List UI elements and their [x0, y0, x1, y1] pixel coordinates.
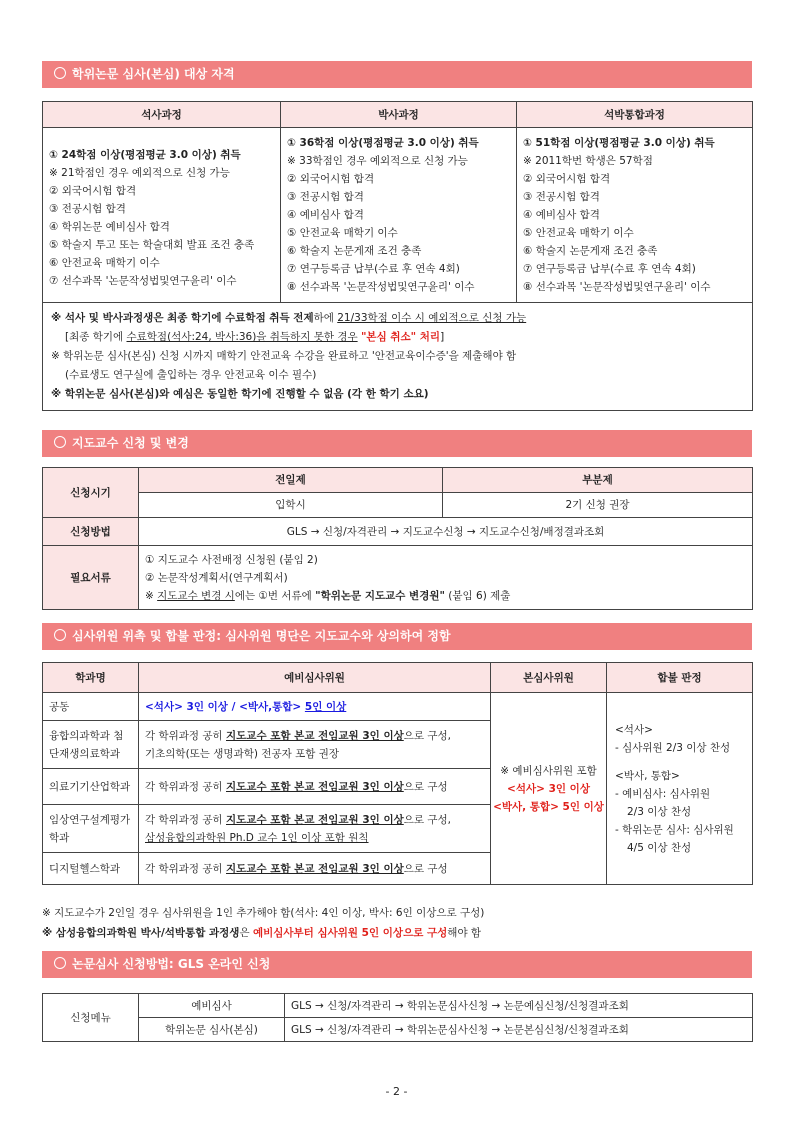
header-doctor: 박사과정 [281, 102, 517, 128]
note-1: ※ 석사 및 박사과정생은 최종 학기에 수료학점 취득 전제하에 21/33학점 이수 시 예외적으로 신청 가능 [51, 312, 527, 324]
header-judge: 합불 판정 [607, 663, 753, 693]
doctor-requirements [281, 128, 517, 303]
committee-table [42, 662, 753, 885]
header-integrated: 석박통합과정 [517, 102, 753, 128]
main-committee: ※ 예비심사위원 포함 <석사> 3인 이상 <박사, 통합> 5인 이상 [491, 693, 607, 885]
header-prelim: 예비심사위원 [139, 663, 491, 693]
footnote-1: ※ 지도교수가 2인일 경우 심사위원을 1인 추가해야 함(석사: 4인 이상, 박사: 6인 이상으로 구성) [42, 907, 485, 919]
apply-main-name: 학위논문 심사(본심) [139, 1018, 285, 1042]
prelim-common: <석사> 3인 이상 / <박사,통합> 5인 이상 [139, 693, 491, 721]
doctor-req-note: ※ 33학점인 경우 예외적으로 신청 가능 [287, 155, 468, 167]
master-req-3: ③ 전공시험 합격 [49, 203, 126, 215]
period-label: 신청시기 [43, 468, 139, 518]
prelim-clinical: 각 학위과정 공히 지도교수 포함 본교 전임교원 3인 이상으로 구성, 삼성융합의과학원 Ph.D 교수 1인 이상 포함 원칙 [139, 805, 491, 853]
committee-footnotes [42, 903, 762, 943]
integrated-req-3: ③ 전공시험 합격 [523, 191, 600, 203]
integrated-req-5: ⑤ 안전교육 매학기 이수 [523, 227, 634, 239]
doctor-req-8: ⑧ 선수과목 '논문작성법및연구윤리' 이수 [287, 281, 475, 293]
header-main: 본심사위원 [491, 663, 607, 693]
master-req-1: ① 24학점 이상(평점평균 3.0 이상) 취득 [49, 149, 241, 161]
section-header-apply [42, 951, 752, 978]
master-req-5: ⑤ 학술지 투고 또는 학술대회 발표 조건 충족 [49, 239, 255, 251]
master-req-6: ⑥ 안전교육 매학기 이수 [49, 257, 160, 269]
method-label: 신청방법 [43, 518, 139, 546]
docs-list [139, 546, 753, 610]
note-5: ※ 학위논문 심사(본심)와 예심은 동일한 학기에 진행할 수 없음 (각 한 학기 소요) [51, 388, 429, 400]
dept-digital: 디지털헬스학과 [43, 853, 139, 885]
prelim-device: 각 학위과정 공히 지도교수 포함 본교 전임교원 3인 이상으로 구성 [139, 769, 491, 805]
prelim-digital: 각 학위과정 공히 지도교수 포함 본교 전임교원 3인 이상으로 구성 [139, 853, 491, 885]
apply-prelim-path: GLS → 신청/자격관리 → 학위논문심사신청 → 논문예심신청/신청결과조회 [285, 994, 753, 1018]
doctor-req-2: ② 외국어시험 합격 [287, 173, 375, 185]
circle-bullet-icon [54, 67, 66, 79]
apply-prelim-name: 예비심사 [139, 994, 285, 1018]
integrated-req-8: ⑧ 선수과목 '논문작성법및연구윤리' 이수 [523, 281, 711, 293]
integrated-req-4: ④ 예비심사 합격 [523, 209, 600, 221]
method-value: GLS → 신청/자격관리 → 지도교수신청 → 지도교수신청/배정결과조회 [139, 518, 753, 546]
doctor-req-7: ⑦ 연구등록금 납부(수료 후 연속 4회) [287, 263, 460, 275]
dept-common: 공동 [43, 693, 139, 721]
note-3: ※ 학위논문 심사(본심) 신청 시까지 매학기 안전교육 수강을 완료하고 '안전교육이수증'을 제출해야 함 [51, 350, 517, 362]
dept-convergence: 융합의과학과 첨단재생의료학과 [43, 721, 139, 769]
doc-3: ※ 지도교수 변경 시에는 ①번 서류에 "학위논문 지도교수 변경원" (붙임 6) 제출 [145, 589, 511, 602]
note-2: [최종 학기에 수료학점(석사:24, 박사:36)을 취득하지 못한 경우 "본심 취소" 처리] [65, 331, 445, 343]
advisor-table [42, 467, 753, 610]
apply-main-path: GLS → 신청/자격관리 → 학위논문심사신청 → 논문본심신청/신청결과조회 [285, 1018, 753, 1042]
circle-bullet-icon [54, 629, 66, 641]
section-title: 지도교수 신청 및 변경 [72, 436, 189, 450]
doctor-req-5: ⑤ 안전교육 매학기 이수 [287, 227, 398, 239]
doctor-req-6: ⑥ 학술지 논문게재 조건 충족 [287, 245, 422, 257]
master-req-note: ※ 21학점인 경우 예외적으로 신청 가능 [49, 167, 230, 179]
doc-1: ① 지도교수 사전배정 신청원 (붙임 2) [145, 553, 318, 566]
integrated-req-7: ⑦ 연구등록금 납부(수료 후 연속 4회) [523, 263, 696, 275]
judgement: <석사> - 심사위원 2/3 이상 찬성 <박사, 통합> - 예비심사: 심사위원 2/3 이상 찬성 - 학위논문 심사: 심사위원 4/5 이상 찬성 [607, 693, 753, 885]
section-header-advisor [42, 430, 752, 457]
dept-device: 의료기기산업학과 [43, 769, 139, 805]
circle-bullet-icon [54, 436, 66, 448]
circle-bullet-icon [54, 957, 66, 969]
doctor-req-3: ③ 전공시험 합격 [287, 191, 364, 203]
apply-table [42, 993, 753, 1042]
master-req-4: ④ 학위논문 예비심사 합격 [49, 221, 170, 233]
doc-2: ② 논문작성계획서(연구계획서) [145, 571, 288, 584]
qualification-notes [43, 303, 753, 411]
footnote-2: ※ 삼성융합의과학원 박사/석박통합 과정생은 예비심사부터 심사위원 5인 이상으로 구성해야 함 [42, 927, 482, 939]
qualification-table [42, 101, 753, 411]
doctor-req-4: ④ 예비심사 합격 [287, 209, 364, 221]
section-header-qualification [42, 61, 752, 88]
fulltime-value: 입학시 [139, 493, 443, 518]
integrated-req-2: ② 외국어시험 합격 [523, 173, 611, 185]
master-requirements [43, 128, 281, 303]
master-req-7: ⑦ 선수과목 '논문작성법및연구윤리' 이수 [49, 275, 237, 287]
section-title: 논문심사 신청방법: GLS 온라인 신청 [72, 957, 271, 971]
section-title: 학위논문 심사(본심) 대상 자격 [72, 67, 235, 81]
integrated-req-note: ※ 2011학번 학생은 57학점 [523, 155, 653, 167]
header-master: 석사과정 [43, 102, 281, 128]
fulltime-header: 전일제 [139, 468, 443, 493]
apply-menu-label: 신청메뉴 [43, 994, 139, 1042]
docs-label: 필요서류 [43, 546, 139, 610]
integrated-requirements [517, 128, 753, 303]
integrated-req-1: ① 51학점 이상(평점평균 3.0 이상) 취득 [523, 137, 715, 149]
header-dept: 학과명 [43, 663, 139, 693]
parttime-value: 2기 신청 권장 [443, 493, 753, 518]
parttime-header: 부분제 [443, 468, 753, 493]
prelim-convergence: 각 학위과정 공히 지도교수 포함 본교 전임교원 3인 이상으로 구성, 기초의학(또는 생명과학) 전공자 포함 권장 [139, 721, 491, 769]
section-header-committee [42, 623, 752, 650]
page-number: - 2 - [385, 1085, 408, 1098]
note-4: (수료생도 연구실에 출입하는 경우 안전교육 이수 필수) [65, 369, 317, 381]
master-req-2: ② 외국어시험 합격 [49, 185, 137, 197]
dept-clinical: 임상연구설계평가학과 [43, 805, 139, 853]
section-title: 심사위원 위촉 및 합불 판정: 심사위원 명단은 지도교수와 상의하여 정함 [72, 629, 451, 643]
doctor-req-1: ① 36학점 이상(평점평균 3.0 이상) 취득 [287, 137, 479, 149]
integrated-req-6: ⑥ 학술지 논문게재 조건 충족 [523, 245, 658, 257]
